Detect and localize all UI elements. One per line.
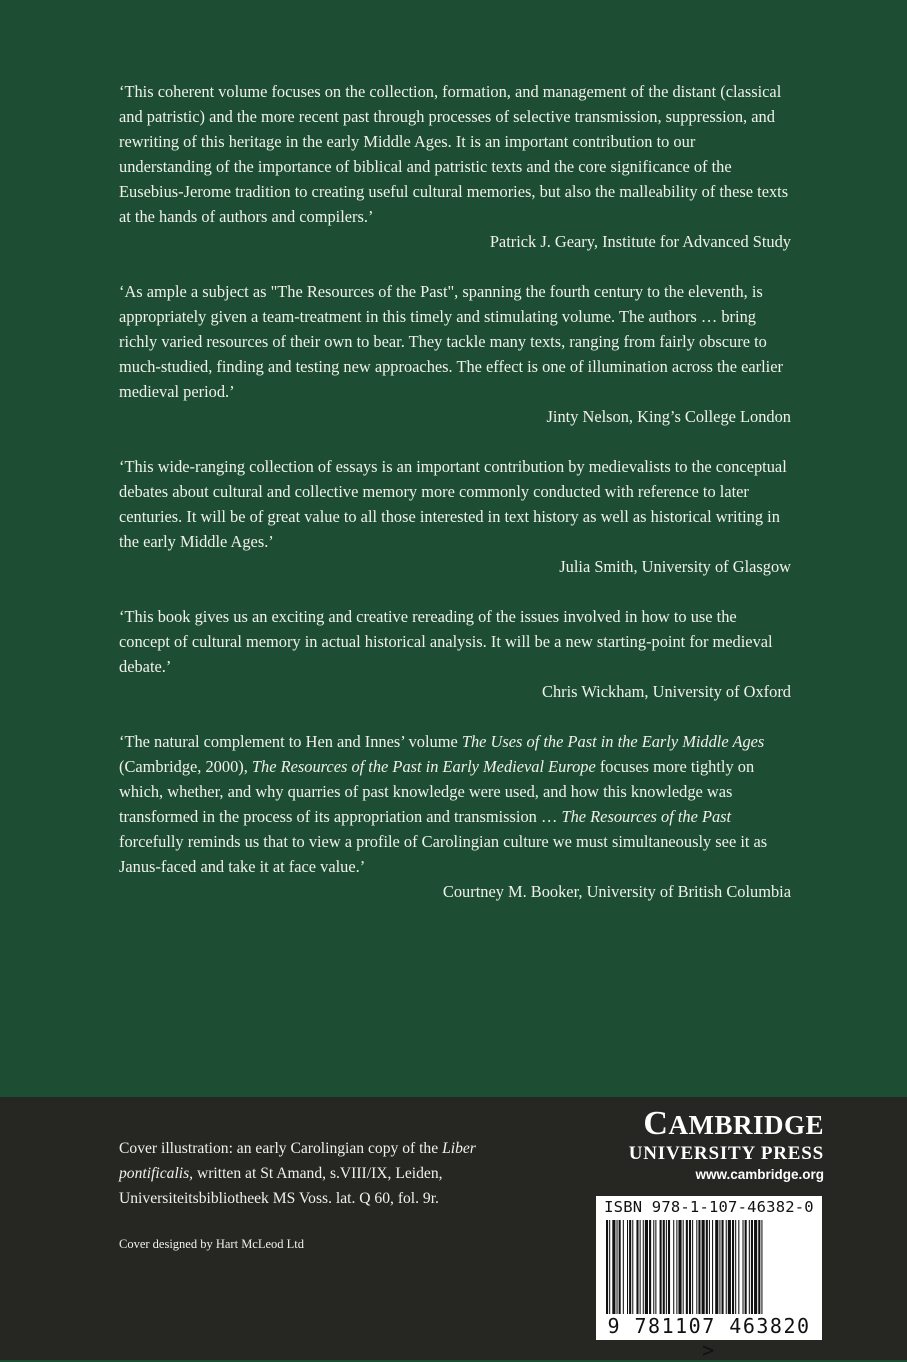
publisher-name-initial: C (643, 1105, 669, 1142)
barcode-bar (761, 1220, 762, 1314)
barcode-bar (715, 1220, 718, 1314)
barcode-bar (640, 1220, 641, 1314)
barcode-bar (754, 1220, 757, 1314)
quote-text-part: ‘The natural complement to Hen and Innes’ volume (119, 732, 462, 751)
endorsement-2 (119, 279, 791, 429)
barcode-bar (709, 1220, 710, 1314)
barcode-bar (686, 1220, 688, 1314)
publisher-logo (594, 1105, 824, 1184)
book-title: The Resources of the Past (561, 807, 732, 826)
quote-text: ‘This coherent volume focuses on the collection, formation, and management of the distant (classical and patristic) and the more recent past through processes of selective transmission, suppression, and rewriting of this heritage in the early Middle Ages. It is an important contribution to our understanding of the importance of biblical and patristic texts and the core significance of the Eusebius-Jerome tradition to creating useful cultural memories, but also the malleability of these texts at the hands of authors and compilers.’ (119, 82, 789, 226)
quote-attribution: Chris Wickham, University of Oxford (542, 682, 791, 701)
barcode-bar (643, 1220, 644, 1314)
barcode-bar (728, 1220, 731, 1314)
endorsements (119, 79, 791, 929)
barcode-bar (653, 1220, 654, 1314)
barcode-bar (668, 1220, 670, 1314)
barcode-bar (606, 1220, 608, 1314)
barcode-bar (629, 1220, 631, 1314)
isbn-label: ISBN 978-1-107-46382-0 (604, 1198, 814, 1216)
quote-text-part: focuses more tightly on which, whether, and why quarries of past knowledge were used, and how this knowledge was transformed in the process of its appropriation and transmission … (119, 757, 755, 826)
barcode-bar (666, 1220, 667, 1314)
barcode-bar (663, 1220, 665, 1314)
barcode-bar (735, 1220, 736, 1314)
barcode-bar (676, 1220, 677, 1314)
quote-text: ‘As ample a subject as "The Resources of the Past", spanning the fourth century to the eleventh, is appropriately given a team-treatment in this timely and stimulating volume. The authors … bring richly varied resources of their own to bear. They tackle many texts, ranging from fairly obscure to much-studied, finding and testing new approaches. The effect is one of illumination across the earlier medieval period.’ (119, 282, 783, 401)
barcode-bar (678, 1220, 681, 1314)
barcode-bar (712, 1220, 713, 1314)
quote-text (119, 729, 791, 879)
barcode-bar (660, 1220, 662, 1314)
barcode-bar (732, 1220, 734, 1314)
barcode-bar (751, 1220, 753, 1314)
quote-attribution: Julia Smith, University of Glasgow (559, 557, 791, 576)
barcode-digits: 9 781107 463820 > (607, 1314, 811, 1362)
endorsement-1 (119, 79, 791, 254)
credit-text: written at St Amand, s.VIII/IX, Leiden, Universiteitsbibliotheek MS Voss. lat. Q 60, fol. 9r. (119, 1165, 443, 1207)
barcode-bar (623, 1220, 624, 1314)
publisher-name (594, 1105, 824, 1144)
book-title: The Resources of the Past in Early Medieval Europe (251, 757, 596, 776)
cover-designer-credit: Cover designed by Hart McLeod Ltd (119, 1237, 305, 1251)
endorsement-3 (119, 454, 791, 579)
barcode-bar (743, 1220, 744, 1314)
barcode-bar (722, 1220, 724, 1314)
barcode-bar (645, 1220, 648, 1314)
barcode-bar (609, 1220, 610, 1314)
barcode-bar (749, 1220, 750, 1314)
barcode-bar (627, 1220, 628, 1314)
barcode-bar (692, 1220, 693, 1314)
publisher-url: www.cambridge.org (695, 1167, 824, 1182)
barcode-bar (617, 1220, 618, 1314)
barcode-bar (726, 1220, 727, 1314)
quote-attribution: Courtney M. Booker, University of British Columbia (442, 882, 791, 901)
cover-illustration-credit (119, 1136, 549, 1211)
barcode-bars (604, 1220, 814, 1314)
manuscript-title: Liber pontificalis, (119, 1140, 476, 1182)
barcode-bar (649, 1220, 651, 1314)
barcode-bar (706, 1220, 708, 1314)
barcode-bar (696, 1220, 697, 1314)
barcode-bar (758, 1220, 760, 1314)
barcode-bar (738, 1220, 739, 1314)
barcode-bar (683, 1220, 684, 1314)
publisher-name-rest: AMBRIDGE (668, 1110, 824, 1140)
credit-text: Cover illustration: an early Carolingian copy of the (119, 1140, 443, 1157)
quote-text-part: (Cambridge, 2000), (119, 757, 252, 776)
barcode-bar (745, 1220, 747, 1314)
barcode-bar (702, 1220, 705, 1314)
barcode-bar (698, 1220, 700, 1314)
barcode-bar (655, 1220, 656, 1314)
barcode-bar (689, 1220, 691, 1314)
barcode-bar (719, 1220, 720, 1314)
barcode-bar (619, 1220, 621, 1314)
publisher-press: UNIVERSITY PRESS (628, 1143, 824, 1164)
isbn-barcode (596, 1196, 822, 1362)
barcode-bar (673, 1220, 674, 1314)
quote-text: ‘This wide-ranging collection of essays is an important contribution by medievalists to the conceptual debates about cultural and collective memory more commonly conducted with reference to later centuries. It will be of great value to all those interested in text history as well as historical writing in the early Middle Ages.’ (119, 457, 787, 551)
quote-text: ‘This book gives us an exciting and creative rereading of the issues involved in how to use the concept of cultural memory in actual historical analysis. It will be a new starting-point for medieval debate.’ (119, 607, 773, 676)
barcode-bar (612, 1220, 615, 1314)
quote-text-part: forcefully reminds us that to view a profile of Carolingian culture we must simultaneously see it as Janus-faced and take it at face value.’ (119, 832, 768, 876)
barcode-bar (632, 1220, 633, 1314)
quote-attribution: Patrick J. Geary, Institute for Advanced Study (489, 232, 791, 251)
book-title: The Uses of the Past in the Early Middle Ages (461, 732, 765, 751)
endorsement-5 (119, 729, 791, 904)
quote-attribution: Jinty Nelson, King’s College London (546, 407, 791, 426)
endorsement-4 (119, 604, 791, 704)
barcode-bar (636, 1220, 638, 1314)
